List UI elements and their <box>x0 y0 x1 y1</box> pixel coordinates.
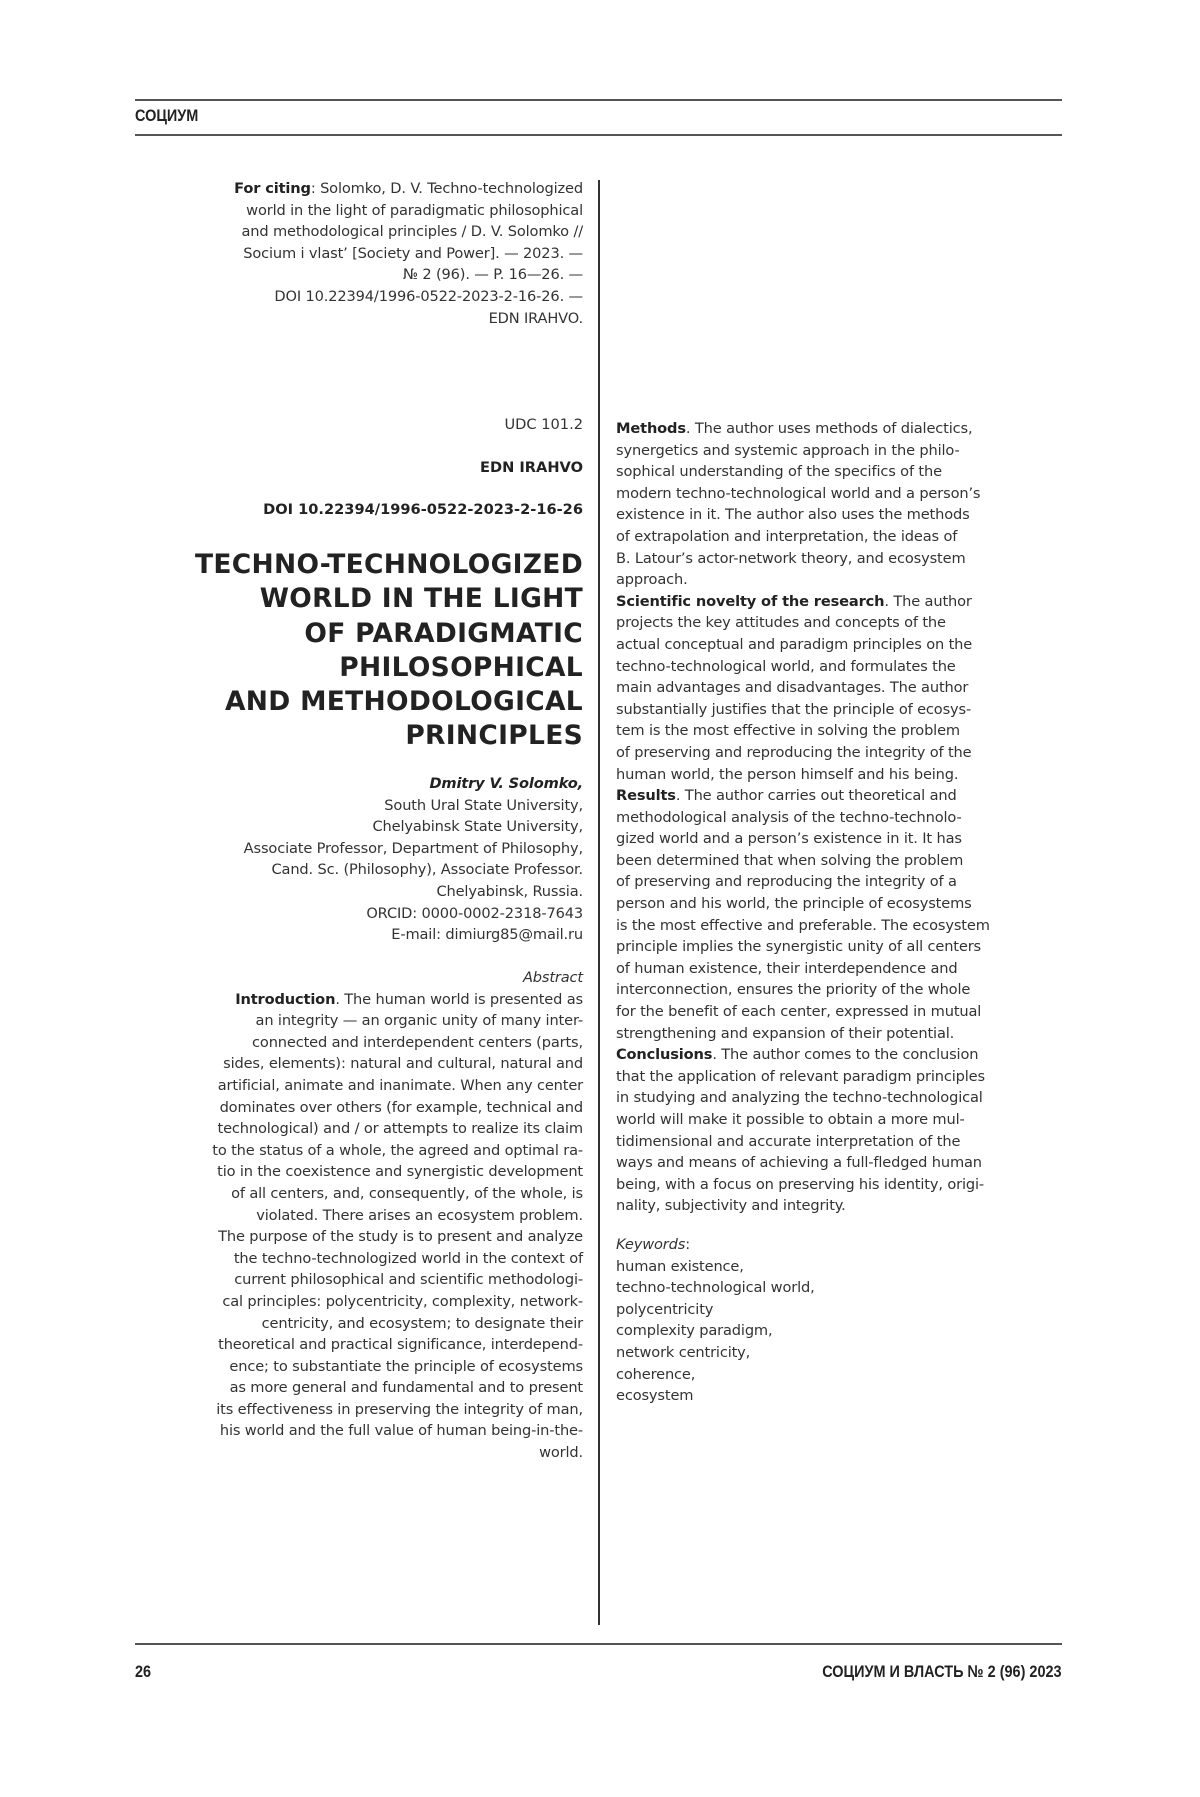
abstract-section-line: is the most effective and preferable. The ecosystem <box>616 915 990 937</box>
abstract-section-line: strengthening and expansion of their potential. <box>616 1023 990 1045</box>
abstract-section-text: . The author comes to the conclusion <box>712 1046 978 1063</box>
section-header: СОЦИУМ <box>135 106 198 126</box>
abstract-section-line <box>616 418 990 440</box>
abstract-section-line: been determined that when solving the problem <box>616 850 990 872</box>
keyword: ecosystem <box>616 1385 815 1407</box>
abstract-section-lead: Results <box>616 787 676 804</box>
abstract-sections <box>616 418 990 1217</box>
keywords-label: Keywords: <box>616 1234 815 1256</box>
introduction-line: artificial, animate and inanimate. When any center <box>212 1075 583 1097</box>
title-line: AND METHODOLOGICAL <box>195 685 583 719</box>
abstract-section-line: of preserving and reproducing the integrity of a <box>616 871 990 893</box>
introduction-line: dominates over others (for example, technical and <box>212 1097 583 1119</box>
introduction-line: world. <box>212 1442 583 1464</box>
author-block <box>244 773 583 946</box>
header-rule-top <box>135 99 1062 101</box>
doi: DOI 10.22394/1996-0522-2023-2-16-26 <box>263 501 583 518</box>
title-line: PRINCIPLES <box>195 719 583 753</box>
abstract-section-line: interconnection, ensures the priority of the whole <box>616 979 990 1001</box>
abstract-section-line: actual conceptual and paradigm principles on the <box>616 634 990 656</box>
abstract-section-line: techno-technological world, and formulates the <box>616 656 990 678</box>
abstract-introduction <box>212 967 583 1464</box>
introduction-line: theoretical and practical significance, interdepend- <box>212 1334 583 1356</box>
header-rule-bottom <box>135 134 1062 136</box>
abstract-section-line: that the application of relevant paradigm principles <box>616 1066 990 1088</box>
journal-issue: СОЦИУМ И ВЛАСТЬ № 2 (96) 2023 <box>823 1662 1062 1682</box>
author-affiliation-line: E-mail: dimiurg85@mail.ru <box>244 924 583 946</box>
udc: UDC 101.2 <box>504 416 583 433</box>
keyword: network centricity, <box>616 1342 815 1364</box>
abstract-section-lead: Methods <box>616 420 686 437</box>
author-name: Dmitry V. Solomko, <box>244 773 583 795</box>
title-line: WORLD IN THE LIGHT <box>195 582 583 616</box>
keyword: polycentricity <box>616 1299 815 1321</box>
introduction-line: centricity, and ecosystem; to designate their <box>212 1313 583 1335</box>
introduction-line: his world and the full value of human being-in-the- <box>212 1420 583 1442</box>
abstract-section-line: modern techno-technological world and a person’s <box>616 483 990 505</box>
introduction-line: connected and interdependent centers (parts, <box>212 1032 583 1054</box>
footer-rule <box>135 1643 1062 1645</box>
abstract-label-text: Abstract <box>523 969 583 986</box>
keyword: coherence, <box>616 1364 815 1386</box>
abstract-section-line: ways and means of achieving a full-fledged human <box>616 1152 990 1174</box>
title-line: TECHNO-TECHNOLOGIZED <box>195 548 583 582</box>
author-affiliation-line: South Ural State University, <box>244 795 583 817</box>
introduction-line <box>212 989 583 1011</box>
title-line: PHILOSOPHICAL <box>195 651 583 685</box>
abstract-section-line: B. Latour’s actor-network theory, and ecosystem <box>616 548 990 570</box>
citation-line: DOI 10.22394/1996-0522-2023-2-16-26. — <box>234 286 583 308</box>
introduction-line: The purpose of the study is to present and analyze <box>212 1226 583 1248</box>
citation-lead: For citing <box>234 180 311 197</box>
keywords-block <box>616 1234 815 1407</box>
author-affiliation-line: Chelyabinsk State University, <box>244 816 583 838</box>
abstract-section-line: in studying and analyzing the techno-technological <box>616 1087 990 1109</box>
abstract-section-line: of extrapolation and interpretation, the ideas of <box>616 526 990 548</box>
abstract-section-lead: Conclusions <box>616 1046 712 1063</box>
abstract-section-line: projects the key attitudes and concepts of the <box>616 612 990 634</box>
citation-line: Socium i vlast’ [Society and Power]. — 2023. — <box>234 243 583 265</box>
abstract-section-line: tidimensional and accurate interpretation of the <box>616 1131 990 1153</box>
citation-line: world in the light of paradigmatic philosophical <box>234 200 583 222</box>
keywords-label-text: Keywords <box>616 1236 685 1253</box>
abstract-section-line: gized world and a person’s existence in it. It has <box>616 828 990 850</box>
introduction-line: current philosophical and scientific methodologi- <box>212 1269 583 1291</box>
introduction-line: sides, elements): natural and cultural, natural and <box>212 1053 583 1075</box>
citation-block <box>234 178 583 329</box>
abstract-section-line: methodological analysis of the techno-technolo- <box>616 807 990 829</box>
keyword: complexity paradigm, <box>616 1320 815 1342</box>
abstract-section-line: tem is the most effective in solving the problem <box>616 720 990 742</box>
abstract-section-text: . The author uses methods of dialectics, <box>686 420 973 437</box>
introduction-lead: Introduction <box>235 991 335 1008</box>
column-divider <box>598 180 600 1625</box>
abstract-section-line: of human existence, their interdependence and <box>616 958 990 980</box>
introduction-line: to the status of a whole, the agreed and optimal ra- <box>212 1140 583 1162</box>
abstract-section-line: being, with a focus on preserving his identity, origi- <box>616 1174 990 1196</box>
citation-line: EDN IRAHVO. <box>234 308 583 330</box>
abstract-section-line: substantially justifies that the principle of ecosys- <box>616 699 990 721</box>
title-line: OF PARADIGMATIC <box>195 617 583 651</box>
citation-line: № 2 (96). — P. 16—26. — <box>234 264 583 286</box>
abstract-section-line: of preserving and reproducing the integrity of the <box>616 742 990 764</box>
edn: EDN IRAHVO <box>480 459 583 476</box>
introduction-line: its effectiveness in preserving the integrity of man, <box>212 1399 583 1421</box>
introduction-line: violated. There arises an ecosystem problem. <box>212 1205 583 1227</box>
page-number: 26 <box>135 1662 151 1682</box>
author-affiliation-line: Chelyabinsk, Russia. <box>244 881 583 903</box>
introduction-line: ence; to substantiate the principle of ecosystems <box>212 1356 583 1378</box>
abstract-section-line: principle implies the synergistic unity of all centers <box>616 936 990 958</box>
introduction-text: . The human world is presented as <box>335 991 583 1008</box>
abstract-section-line: synergetics and systemic approach in the philo- <box>616 440 990 462</box>
abstract-section-line: nality, subjectivity and integrity. <box>616 1195 990 1217</box>
introduction-line: of all centers, and, consequently, of the whole, is <box>212 1183 583 1205</box>
introduction-line: technological) and / or attempts to realize its claim <box>212 1118 583 1140</box>
abstract-section-line: human world, the person himself and his being. <box>616 764 990 786</box>
introduction-line: tio in the coexistence and synergistic development <box>212 1161 583 1183</box>
abstract-section-text: . The author carries out theoretical and <box>676 787 957 804</box>
keyword: techno-technological world, <box>616 1277 815 1299</box>
introduction-line: the techno-technologized world in the context of <box>212 1248 583 1270</box>
author-affiliation-line: ORCID: 0000-0002-2318-7643 <box>244 903 583 925</box>
abstract-section-line <box>616 785 990 807</box>
abstract-section-line: approach. <box>616 569 990 591</box>
abstract-section-lead: Scientific novelty of the research <box>616 593 884 610</box>
abstract-section-line: existence in it. The author also uses the methods <box>616 504 990 526</box>
citation-line: and methodological principles / D. V. Solomko // <box>234 221 583 243</box>
abstract-section-line: world will make it possible to obtain a more mul- <box>616 1109 990 1131</box>
keyword: human existence, <box>616 1256 815 1278</box>
abstract-section-line: sophical understanding of the specifics of the <box>616 461 990 483</box>
introduction-line: cal principles: polycentricity, complexity, network- <box>212 1291 583 1313</box>
abstract-section-line: person and his world, the principle of ecosystems <box>616 893 990 915</box>
citation-text: : Solomko, D. V. Techno-technologized <box>311 180 583 197</box>
citation-line <box>234 178 583 200</box>
abstract-section-line: main advantages and disadvantages. The author <box>616 677 990 699</box>
article-title <box>195 548 583 754</box>
abstract-section-line <box>616 591 990 613</box>
abstract-section-line <box>616 1044 990 1066</box>
abstract-section-text: . The author <box>884 593 971 610</box>
abstract-label <box>212 967 583 989</box>
author-affiliation-line: Associate Professor, Department of Philosophy, <box>244 838 583 860</box>
abstract-section-line: for the benefit of each center, expressed in mutual <box>616 1001 990 1023</box>
author-affiliation-line: Cand. Sc. (Philosophy), Associate Professor. <box>244 859 583 881</box>
introduction-line: as more general and fundamental and to present <box>212 1377 583 1399</box>
introduction-line: an integrity — an organic unity of many inter- <box>212 1010 583 1032</box>
